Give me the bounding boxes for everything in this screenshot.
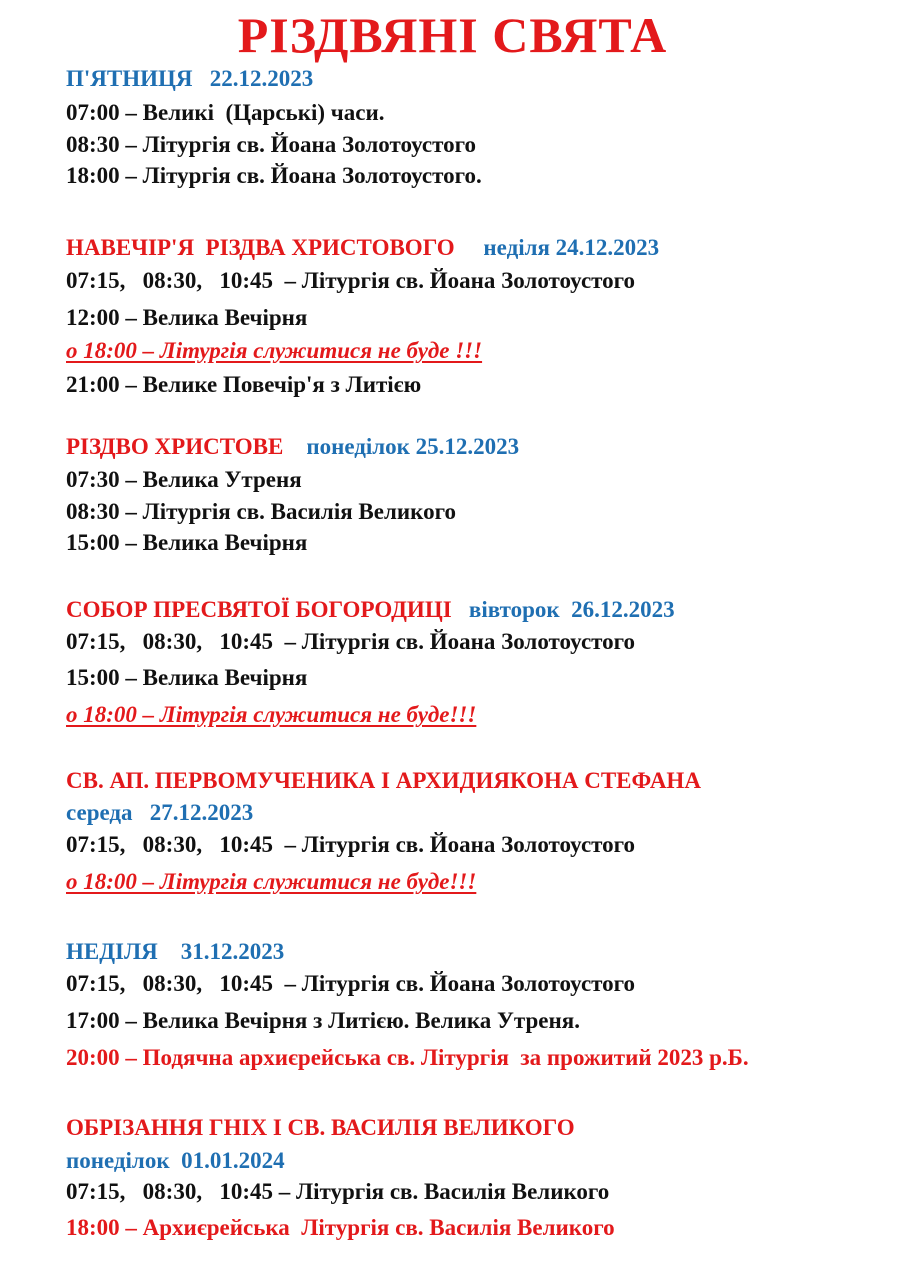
schedule-line: 17:00 – Велика Вечірня з Литією. Велика Утреня. [66, 1008, 580, 1033]
schedule-line: 21:00 – Велике Повечір'я з Литією [66, 372, 422, 397]
schedule-line-highlight: 18:00 – Архиєрейська Літургія св. Василія Великого [66, 1215, 615, 1240]
section-title: НАВЕЧІР'Я РІЗДВА ХРИСТОВОГО [66, 235, 455, 260]
schedule-line: 07:00 – Великі (Царські) часи. [66, 100, 385, 125]
schedule-line: 08:30 – Літургія св. Василія Великого [66, 499, 456, 524]
schedule-line: 07:15, 08:30, 10:45 – Літургія св. Йоана Золотоустого [66, 268, 636, 293]
schedule-line: 07:15, 08:30, 10:45 – Літургія св. Василія Великого [66, 1179, 610, 1204]
section-day: П'ЯТНИЦЯ [66, 66, 193, 91]
section-date: понеділок 25.12.2023 [306, 434, 520, 459]
section-heading-circumcision: ОБРІЗАННЯ ГНІХ І СВ. ВАСИЛІЯ ВЕЛИКОГО [66, 1115, 575, 1140]
schedule-line: 07:15, 08:30, 10:45 – Літургія св. Йоана Золотоустого [66, 629, 636, 654]
section-heading-christmas-eve [66, 233, 659, 263]
section-title: СОБОР ПРЕСВЯТОЇ БОГОРОДИЦІ [66, 597, 452, 622]
section-heading-friday [66, 64, 313, 94]
section-date: 31.12.2023 [180, 939, 285, 964]
schedule-line: 15:00 – Велика Вечірня [66, 530, 308, 555]
section-date: вівторок 26.12.2023 [468, 597, 675, 622]
section-title: РІЗДВО ХРИСТОВЕ [66, 434, 284, 459]
schedule-line: 12:00 – Велика Вечірня [66, 305, 308, 330]
liturgy-cancelled-notice: о 18:00 – Літургія служитися не буде!!! [66, 702, 477, 727]
section-heading-sunday [66, 937, 284, 967]
liturgy-cancelled-notice: о 18:00 – Літургія служитися не буде !!! [66, 338, 483, 363]
schedule-line: 07:15, 08:30, 10:45 – Літургія св. Йоана Золотоустого [66, 832, 636, 857]
schedule-line: 07:30 – Велика Утреня [66, 467, 302, 492]
liturgy-cancelled-notice: о 18:00 – Літургія служитися не буде!!! [66, 869, 477, 894]
schedule-line: 07:15, 08:30, 10:45 – Літургія св. Йоана Золотоустого [66, 971, 636, 996]
schedule-line: 18:00 – Літургія св. Йоана Золотоустого. [66, 163, 482, 188]
section-heading-synaxis [66, 595, 675, 625]
section-date: середа 27.12.2023 [66, 800, 254, 825]
section-date: неділя 24.12.2023 [483, 235, 660, 260]
section-heading-christmas [66, 432, 519, 462]
page-title: РІЗДВЯНІ СВЯТА [237, 7, 668, 63]
section-day: НЕДІЛЯ [66, 939, 158, 964]
section-date: 22.12.2023 [209, 66, 314, 91]
section-date: понеділок 01.01.2024 [66, 1148, 285, 1173]
schedule-line: 08:30 – Літургія св. Йоана Золотоустого [66, 132, 476, 157]
schedule-line: 15:00 – Велика Вечірня [66, 665, 308, 690]
schedule-line-highlight: 20:00 – Подячна архиєрейська св. Літургія за прожитий 2023 р.Б. [66, 1045, 749, 1070]
section-heading-st-stephen: СВ. АП. ПЕРВОМУЧЕНИКА І АРХИДИЯКОНА СТЕФАНА [66, 768, 701, 793]
